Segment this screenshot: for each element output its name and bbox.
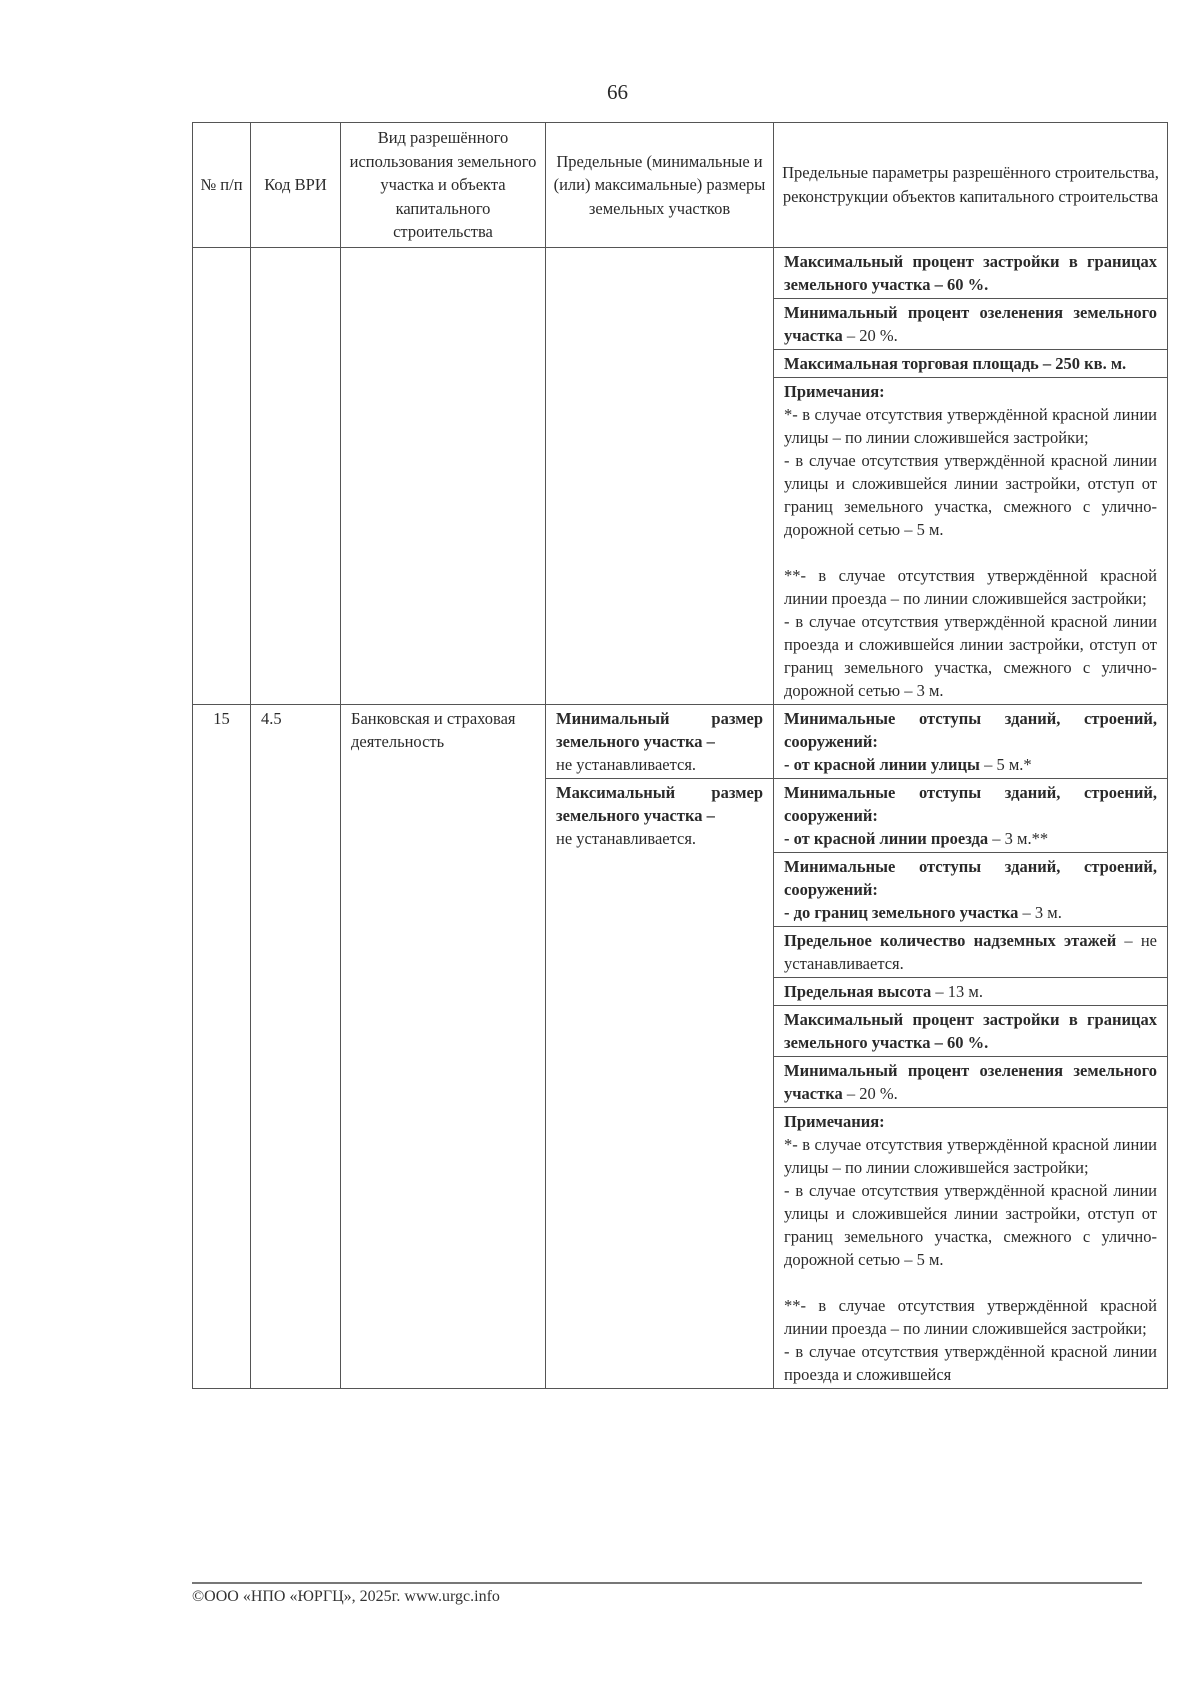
param-label: Максимальный процент застройки в границах земельного участка — [784, 1009, 1157, 1052]
page-number: 66 — [607, 80, 628, 104]
param-label: Минимальные отступы зданий, строений, сооружений: — [784, 708, 1157, 751]
param-cell — [774, 778, 1168, 852]
table-row — [193, 247, 1168, 298]
param-cell — [774, 1005, 1168, 1056]
table-row — [193, 704, 1168, 778]
param-label: Предельное количество надземных этажей — [784, 930, 1117, 950]
header-plot-size: Предельные (минимальные и (или) максимальные) размеры земельных участков — [546, 123, 774, 248]
regulations-table — [192, 122, 1168, 1389]
cont-number-cell — [193, 247, 251, 704]
max-size-cell — [546, 778, 774, 1388]
note-text: *- в случае отсутствия утверждённой красной линии улицы – по линии сложившейся застройки; — [784, 1134, 1157, 1177]
param-sub: - от красной линии проезда — [784, 828, 989, 848]
min-size-value: не устанавливается. — [556, 754, 697, 774]
header-build-params: Предельные параметры разрешённого строительства, реконструкции объектов капитального строительства — [774, 123, 1168, 248]
param-label: Максимальный процент застройки в границах земельного участка — [784, 251, 1157, 294]
note-text: - в случае отсутствия утверждённой красной линии улицы и сложившейся линии застройки, отступ от границ земельного участка, смежного с улично-дорожной сетью – 5 м. — [784, 1180, 1157, 1269]
row-number: 15 — [193, 704, 251, 1388]
param-value: – 20 %. — [842, 1083, 898, 1103]
cont-size-cell — [546, 247, 774, 704]
cont-use-cell — [341, 247, 546, 704]
header-number: № п/п — [193, 123, 251, 248]
param-value: – 20 %. — [842, 325, 898, 345]
max-size-value: не устанавливается. — [556, 828, 697, 848]
note-text: - в случае отсутствия утверждённой красной линии проезда и сложившейся линии застройки, отступ от границ земельного участка, смежного с улично-дорожной сетью – 3 м. — [784, 611, 1157, 700]
param-value: – 3 м.** — [988, 828, 1049, 848]
note-text: - в случае отсутствия утверждённой красной линии проезда и сложившейся — [784, 1341, 1157, 1384]
param-cell — [774, 247, 1168, 298]
row-code: 4.5 — [251, 704, 341, 1388]
param-value: – 60 %. — [930, 1032, 989, 1052]
notes-cell — [774, 1107, 1168, 1388]
param-value: – 60 %. — [930, 274, 989, 294]
min-size-label: Минимальный размер земельного участка – — [556, 708, 763, 751]
notes-title: Примечания: — [784, 1111, 885, 1131]
param-cell — [774, 1056, 1168, 1107]
notes-title: Примечания: — [784, 381, 885, 401]
cont-code-cell — [251, 247, 341, 704]
param-value: – 13 м. — [931, 981, 983, 1001]
row-use-name: Банковская и страховая деятельность — [341, 704, 546, 1388]
min-size-cell — [546, 704, 774, 778]
param-sub: - до границ земельного участка — [784, 902, 1019, 922]
param-label: Минимальный процент озеленения земельного участка — [784, 1060, 1157, 1103]
param-cell — [774, 298, 1168, 349]
param-cell — [774, 926, 1168, 977]
param-value: – 3 м. — [1018, 902, 1062, 922]
param-cell — [774, 349, 1168, 377]
param-cell — [774, 704, 1168, 778]
table-header-row — [193, 123, 1168, 248]
footer-divider — [192, 1582, 1142, 1584]
note-text: **- в случае отсутствия утверждённой красной линии проезда – по линии сложившейся застройки; — [784, 565, 1157, 608]
param-label: Минимальный процент озеленения земельного участка — [784, 302, 1157, 345]
note-text: **- в случае отсутствия утверждённой красной линии проезда – по линии сложившейся застройки; — [784, 1295, 1157, 1338]
max-size-label: Максимальный размер земельного участка – — [556, 782, 763, 825]
header-code: Код ВРИ — [251, 123, 341, 248]
param-label: Минимальные отступы зданий, строений, сооружений: — [784, 856, 1157, 899]
param-label: Минимальные отступы зданий, строений, сооружений: — [784, 782, 1157, 825]
note-text: - в случае отсутствия утверждённой красной линии улицы и сложившейся линии застройки, отступ от границ земельного участка, смежного с улично-дорожной сетью – 5 м. — [784, 450, 1157, 539]
footer-copyright: ©ООО «НПО «ЮРГЦ», 2025г. www.urgc.info — [192, 1588, 500, 1605]
header-use-type: Вид разрешённого использования земельного участка и объекта капитального строительства — [341, 123, 546, 248]
param-value: – 5 м.* — [979, 754, 1032, 774]
param-value: – не устанавливается. — [784, 930, 1157, 973]
param-cell — [774, 977, 1168, 1005]
notes-cell — [774, 377, 1168, 704]
param-cell — [774, 852, 1168, 926]
param-label: Максимальная торговая площадь – 250 кв. м. — [784, 353, 1127, 373]
param-sub: - от красной линии улицы — [784, 754, 980, 774]
note-text: *- в случае отсутствия утверждённой красной линии улицы – по линии сложившейся застройки; — [784, 404, 1157, 447]
param-label: Предельная высота — [784, 981, 932, 1001]
